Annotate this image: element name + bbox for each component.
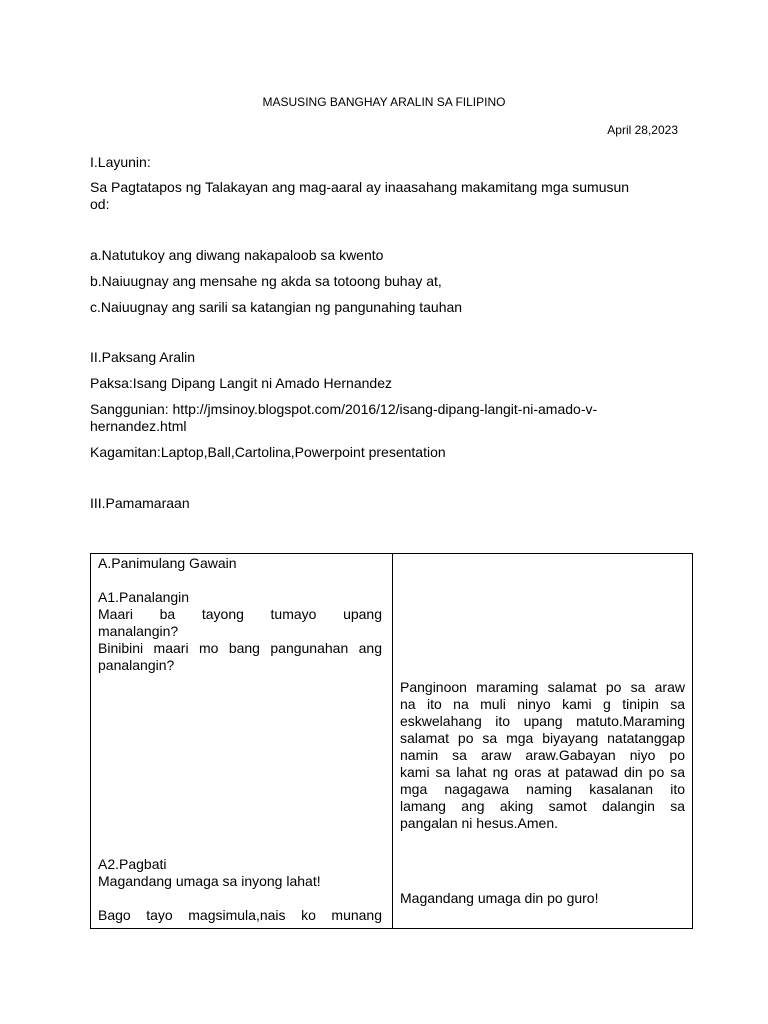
prayer-line-1: Panginoon maraming salamat po sa araw [400,679,685,695]
kagamitan-line: Kagamitan:Laptop,Ball,Cartolina,Powerpoint presentation [90,444,446,460]
panalangin-request-line1: Binibini maari mo bang pangunahan ang [98,640,382,656]
objective-a: a.Natutukoy ang diwang nakapaloob sa kwento [90,247,384,263]
panimulang-gawain-heading: A.Panimulang Gawain [98,555,237,571]
pamamaraan-heading: III.Pamamaraan [90,495,190,511]
prayer-line-4: salamat po sa mga biyayang natatanggap [400,730,685,746]
paksang-aralin-heading: II.Paksang Aralin [90,349,196,365]
prayer-line-9: pangalan ni hesus.Amen. [400,815,558,831]
prayer-line-8: lamang ang aking samot dalangin sa [400,798,685,814]
panalangin-question-line1: Maari ba tayong tumayo upang [98,606,382,622]
objective-b: b.Naiuugnay ang mensahe ng akda sa totoong buhay at, [90,273,442,289]
greeting-reply: Magandang umaga din po guro! [400,890,599,906]
prayer-line-2: na ito na muli ninyo kami g tinipin sa [400,696,685,712]
document-title: MASUSING BANGHAY ARALIN SA FILIPINO [262,95,506,109]
sanggunian-line1: Sanggunian: http://jmsinoy.blogspot.com/2016/12/isang-dipang-langit-ni-amado-v- [90,401,598,417]
objective-c: c.Naiuugnay ang sarili sa katangian ng pangunahing tauhan [90,299,463,315]
prayer-line-5: namin sa araw araw.Gabayan niyo po [400,747,685,763]
paksa-line: Paksa:Isang Dipang Langit ni Amado Hernandez [90,375,392,391]
pagbati-heading: A2.Pagbati [98,856,167,872]
teacher-column [91,554,393,929]
student-column [393,554,693,929]
lesson-table [90,553,693,929]
layunin-intro-line2: od: [90,196,110,212]
prayer-line-7: mga nagagawa naming kasalanan ito [400,781,685,797]
prayer-line-3: eskwelahang ito upang matuto.Maraming [400,713,685,729]
panalangin-heading: A1.Panalangin [98,589,190,605]
prayer-line-6: kami sa lahat ng oras at patawad din po sa [400,764,685,780]
layunin-intro-line1: Sa Pagtatapos ng Talakayan ang mag-aaral ay inaasahang makamitang mga sumusun [90,179,630,195]
layunin-heading: I.Layunin: [90,154,151,170]
pagbati-line: Magandang umaga sa inyong lahat! [98,873,321,889]
panalangin-question-line2: manalangin? [98,623,179,639]
sanggunian-line2: hernandez.html [90,418,187,434]
bago-line: Bago tayo magsimula,nais ko munang [98,907,382,923]
document-date: April 28,2023 [607,123,678,137]
panalangin-request-line2: panalangin? [98,657,175,673]
